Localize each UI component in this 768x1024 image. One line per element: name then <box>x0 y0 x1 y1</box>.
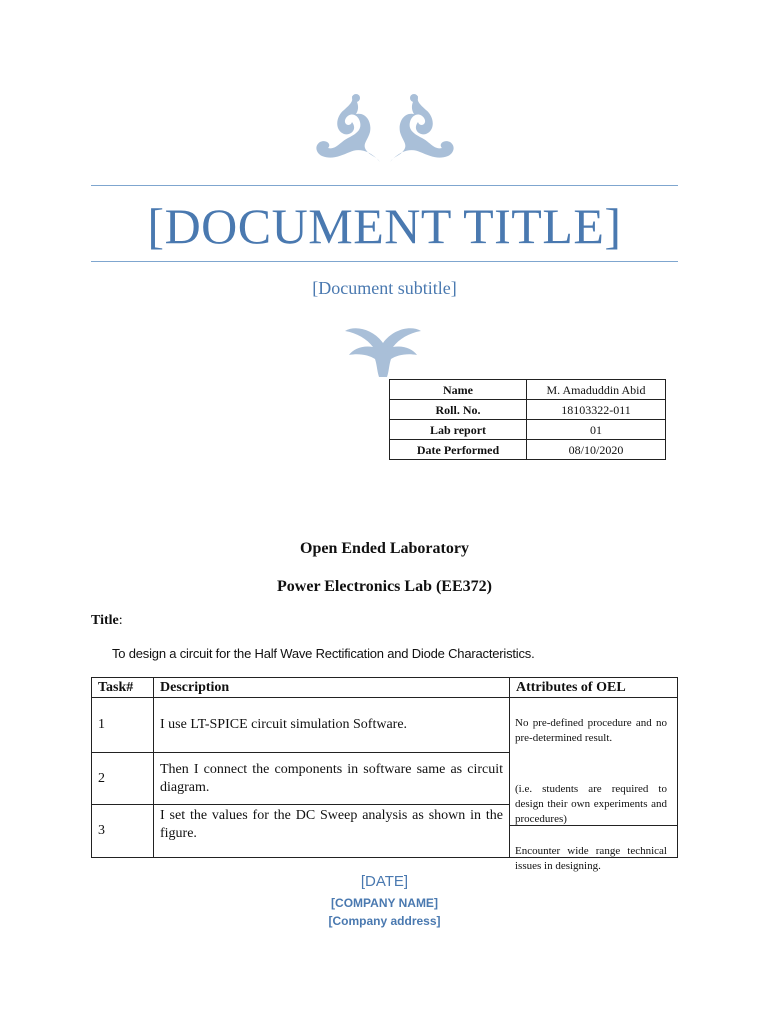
info-label: Lab report <box>390 420 527 440</box>
attribute-divider <box>510 825 677 826</box>
title-rule-bottom <box>91 261 678 262</box>
document-title[interactable]: [DOCUMENT TITLE] <box>147 198 622 254</box>
info-label: Name <box>390 380 527 400</box>
info-value: 18103322-011 <box>527 400 666 420</box>
info-value: M. Amaduddin Abid <box>527 380 666 400</box>
floral-ornament-icon <box>310 90 460 170</box>
task-table <box>91 677 678 872</box>
info-row-date <box>390 440 666 460</box>
objective-text: To design a circuit for the Half Wave Rectification and Diode Characteristics. <box>112 646 535 661</box>
info-value: 01 <box>527 420 666 440</box>
attributes-cell <box>510 698 678 872</box>
footer-date[interactable]: [DATE] <box>360 873 409 890</box>
leaf-ornament-icon <box>343 325 423 377</box>
student-info-table <box>389 379 666 460</box>
info-row-lab-report <box>390 420 666 440</box>
attribute-item: Encounter wide range technical issues in designing. <box>515 845 667 872</box>
lab-heading: Open Ended Laboratory <box>300 540 469 557</box>
course-heading: Power Electronics Lab (EE372) <box>277 578 492 595</box>
header-description: Description <box>154 678 510 698</box>
info-label: Roll. No. <box>390 400 527 420</box>
info-row-roll <box>390 400 666 420</box>
task-number: 1 <box>92 698 154 753</box>
attribute-item: (i.e. students are required to design their own experiments and procedures) <box>515 783 667 825</box>
task-table-header <box>92 678 678 698</box>
document-subtitle[interactable]: [Document subtitle] <box>312 278 457 298</box>
header-task: Task# <box>92 678 154 698</box>
info-value: 08/10/2020 <box>527 440 666 460</box>
task-number: 2 <box>92 753 154 805</box>
footer-company-address[interactable]: [Company address] <box>328 914 441 928</box>
title-label: Title: <box>91 613 123 628</box>
header-attributes: Attributes of OEL <box>510 678 678 698</box>
title-rule-top <box>91 185 678 186</box>
info-label: Date Performed <box>390 440 527 460</box>
table-row <box>92 698 678 753</box>
task-description: I use LT-SPICE circuit simulation Software. <box>154 698 510 753</box>
task-description: Then I connect the components in software same as circuit diagram. <box>154 753 510 805</box>
title-label-text: Title <box>91 613 119 628</box>
footer-company-name[interactable]: [COMPANY NAME] <box>331 896 438 910</box>
attribute-item: No pre-defined procedure and no pre-determined result. <box>515 717 667 744</box>
task-number: 3 <box>92 805 154 858</box>
info-row-name <box>390 380 666 400</box>
task-description: I set the values for the DC Sweep analysis as shown in the figure. <box>154 805 510 858</box>
